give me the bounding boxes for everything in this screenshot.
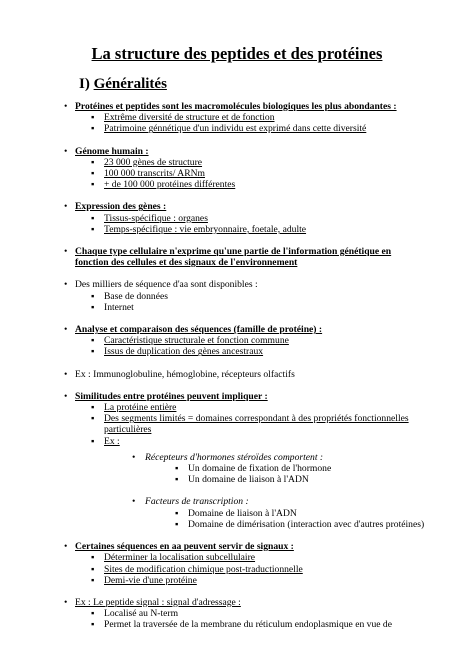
list-item-text: Internet: [104, 301, 134, 313]
block-heading: Similitudes entre protéines peuvent impliquer :: [75, 390, 268, 402]
bullet-dot-icon: •: [64, 201, 68, 213]
list-item: [0, 369, 474, 380]
list-item: [0, 213, 474, 224]
sub-heading: Récepteurs d'hormones stéroïdes comportent :: [145, 451, 324, 463]
list-item-text: Un domaine de fixation de l'hormone: [188, 463, 332, 475]
bullet-dot-icon: •: [64, 101, 68, 112]
list-item-text: Permet la traversée de la membrane du réticulum endoplasmique en vue de: [104, 619, 392, 631]
list-item-text: Caractéristique structurale et fonction commune: [104, 335, 289, 347]
list-item: [0, 508, 474, 519]
list-item: [0, 619, 474, 630]
bullet-square-icon: ▪: [175, 507, 179, 519]
bullet-square-icon: ▪: [91, 156, 95, 168]
bullet-dot-icon: •: [64, 541, 68, 553]
bullet-square-icon: ▪: [91, 608, 95, 620]
list-item: [0, 279, 474, 290]
bullet-square-icon: ▪: [91, 301, 95, 313]
bullet-dot-icon: •: [132, 451, 136, 463]
list-item-text: Temps-spécifique : vie embryonnaire, foetale, adulte: [104, 223, 307, 235]
list-item-text: + de 100 000 protéines différentes: [104, 179, 236, 191]
list-item-text: Base de données: [104, 290, 168, 302]
bullet-square-icon: ▪: [91, 212, 95, 224]
block-heading: Chaque type cellulaire n'exprime qu'une partie de l'information génétique en fonction des cellules et des signaux de l'environnement: [75, 246, 392, 269]
list-item: [0, 291, 474, 302]
block-heading: Expression des gènes :: [75, 201, 167, 213]
list-item: [0, 246, 474, 268]
list-item: [0, 463, 474, 474]
bullet-dot-icon: •: [64, 145, 68, 157]
list-item-text: Issus de duplication des gènes ancestraux: [104, 346, 264, 358]
bullet-square-icon: ▪: [91, 290, 95, 302]
bullet-square-icon: ▪: [91, 574, 95, 586]
block-heading: Ex : Le peptide signal : signal d'adressage :: [75, 596, 241, 608]
list-item-text: Domaine de dimérisation (interaction avec d'autres protéines): [188, 518, 425, 530]
list-item-text: Des segments limités = domaines correspondant à des propriétés fonctionnelles particulières: [104, 413, 409, 436]
section-label: Généralités: [93, 76, 167, 92]
list-item: [0, 179, 474, 190]
bullet-square-icon: ▪: [91, 619, 95, 631]
list-item: [0, 324, 474, 335]
bullet-square-icon: ▪: [91, 435, 95, 447]
bullet-square-icon: ▪: [91, 168, 95, 180]
list-item-text: Demi-vie d'une protéine: [104, 574, 197, 586]
list-item-text: Extrême diversité de structure et de fonction: [104, 112, 275, 124]
list-item-text: Tissus-spécifique : organes: [104, 212, 208, 224]
list-item: [0, 608, 474, 619]
bullet-dot-icon: •: [132, 496, 136, 508]
bullet-dot-icon: •: [64, 368, 68, 380]
block-heading: Génome humain :: [75, 145, 149, 157]
list-item: [0, 541, 474, 552]
bullet-square-icon: ▪: [91, 223, 95, 235]
list-item-text: Domaine de liaison à l'ADN: [188, 507, 297, 519]
bullet-square-icon: ▪: [91, 335, 95, 347]
block-heading: Analyse et comparaison des séquences (famille de protéine) :: [75, 324, 323, 336]
list-item-text: La protéine entière: [104, 402, 177, 414]
list-item: [0, 168, 474, 179]
bullet-square-icon: ▪: [91, 123, 95, 135]
bullet-square-icon: ▪: [175, 518, 179, 530]
list-item: [0, 201, 474, 212]
list-item: [0, 452, 474, 463]
list-item: [0, 224, 474, 235]
list-item-text: Ex :: [104, 435, 120, 447]
section-heading: [79, 76, 167, 93]
block-heading: Ex : Immunoglobuline, hémoglobine, récepteurs olfactifs: [75, 368, 295, 380]
list-item: [0, 391, 474, 402]
list-item: [0, 302, 474, 313]
list-item: [0, 146, 474, 157]
list-item: [0, 413, 474, 435]
list-item: [0, 519, 474, 530]
list-item: [0, 496, 474, 507]
list-item-text: Localisé au N-term: [104, 608, 179, 620]
list-item: [0, 575, 474, 586]
list-item: [0, 474, 474, 485]
list-item: [0, 436, 474, 447]
list-item-text: 100 000 transcrits/ ARNm: [104, 168, 205, 180]
bullet-square-icon: ▪: [175, 474, 179, 486]
list-item: [0, 552, 474, 563]
section-number: I): [79, 76, 90, 92]
bullet-square-icon: ▪: [91, 346, 95, 358]
list-item: [0, 335, 474, 346]
list-item: [0, 402, 474, 413]
bullet-dot-icon: •: [64, 596, 68, 608]
bullet-dot-icon: •: [64, 324, 68, 336]
list-item-text: Patrimoine génnétique d'un individu est exprimé dans cette diversité: [104, 123, 367, 135]
bullet-square-icon: ▪: [91, 112, 95, 124]
block-heading: Des milliers de séquence d'aa sont disponibles :: [75, 279, 258, 291]
list-item: [0, 101, 474, 112]
list-item: [0, 564, 474, 575]
bullet-square-icon: ▪: [175, 463, 179, 475]
bullet-square-icon: ▪: [91, 402, 95, 414]
list-item-text: Un domaine de liaison à l'ADN: [188, 474, 309, 486]
bullet-dot-icon: •: [64, 390, 68, 402]
block-heading: Protéines et peptides sont les macromolécules biologiques les plus abondantes :: [75, 101, 397, 112]
list-item: [0, 346, 474, 357]
document-body: [0, 101, 474, 631]
sub-heading: Facteurs de transcription :: [145, 496, 249, 508]
bullet-dot-icon: •: [64, 279, 68, 291]
list-item-text: Sites de modification chimique post-traductionnelle: [104, 563, 303, 575]
document-title: La structure des peptides et des protéines: [91, 44, 383, 63]
list-item: [0, 123, 474, 134]
bullet-square-icon: ▪: [91, 552, 95, 564]
block-heading: Certaines séquences en aa peuvent servir de signaux :: [75, 541, 294, 553]
list-item: [0, 112, 474, 123]
bullet-square-icon: ▪: [91, 179, 95, 191]
list-item-text: 23 000 gènes de structure: [104, 156, 203, 168]
bullet-square-icon: ▪: [91, 413, 95, 425]
list-item: [0, 597, 474, 608]
list-item-text: Déterminer la localisation subcellulaire: [104, 552, 256, 564]
list-item: [0, 157, 474, 168]
bullet-square-icon: ▪: [91, 563, 95, 575]
bullet-dot-icon: •: [64, 246, 68, 258]
